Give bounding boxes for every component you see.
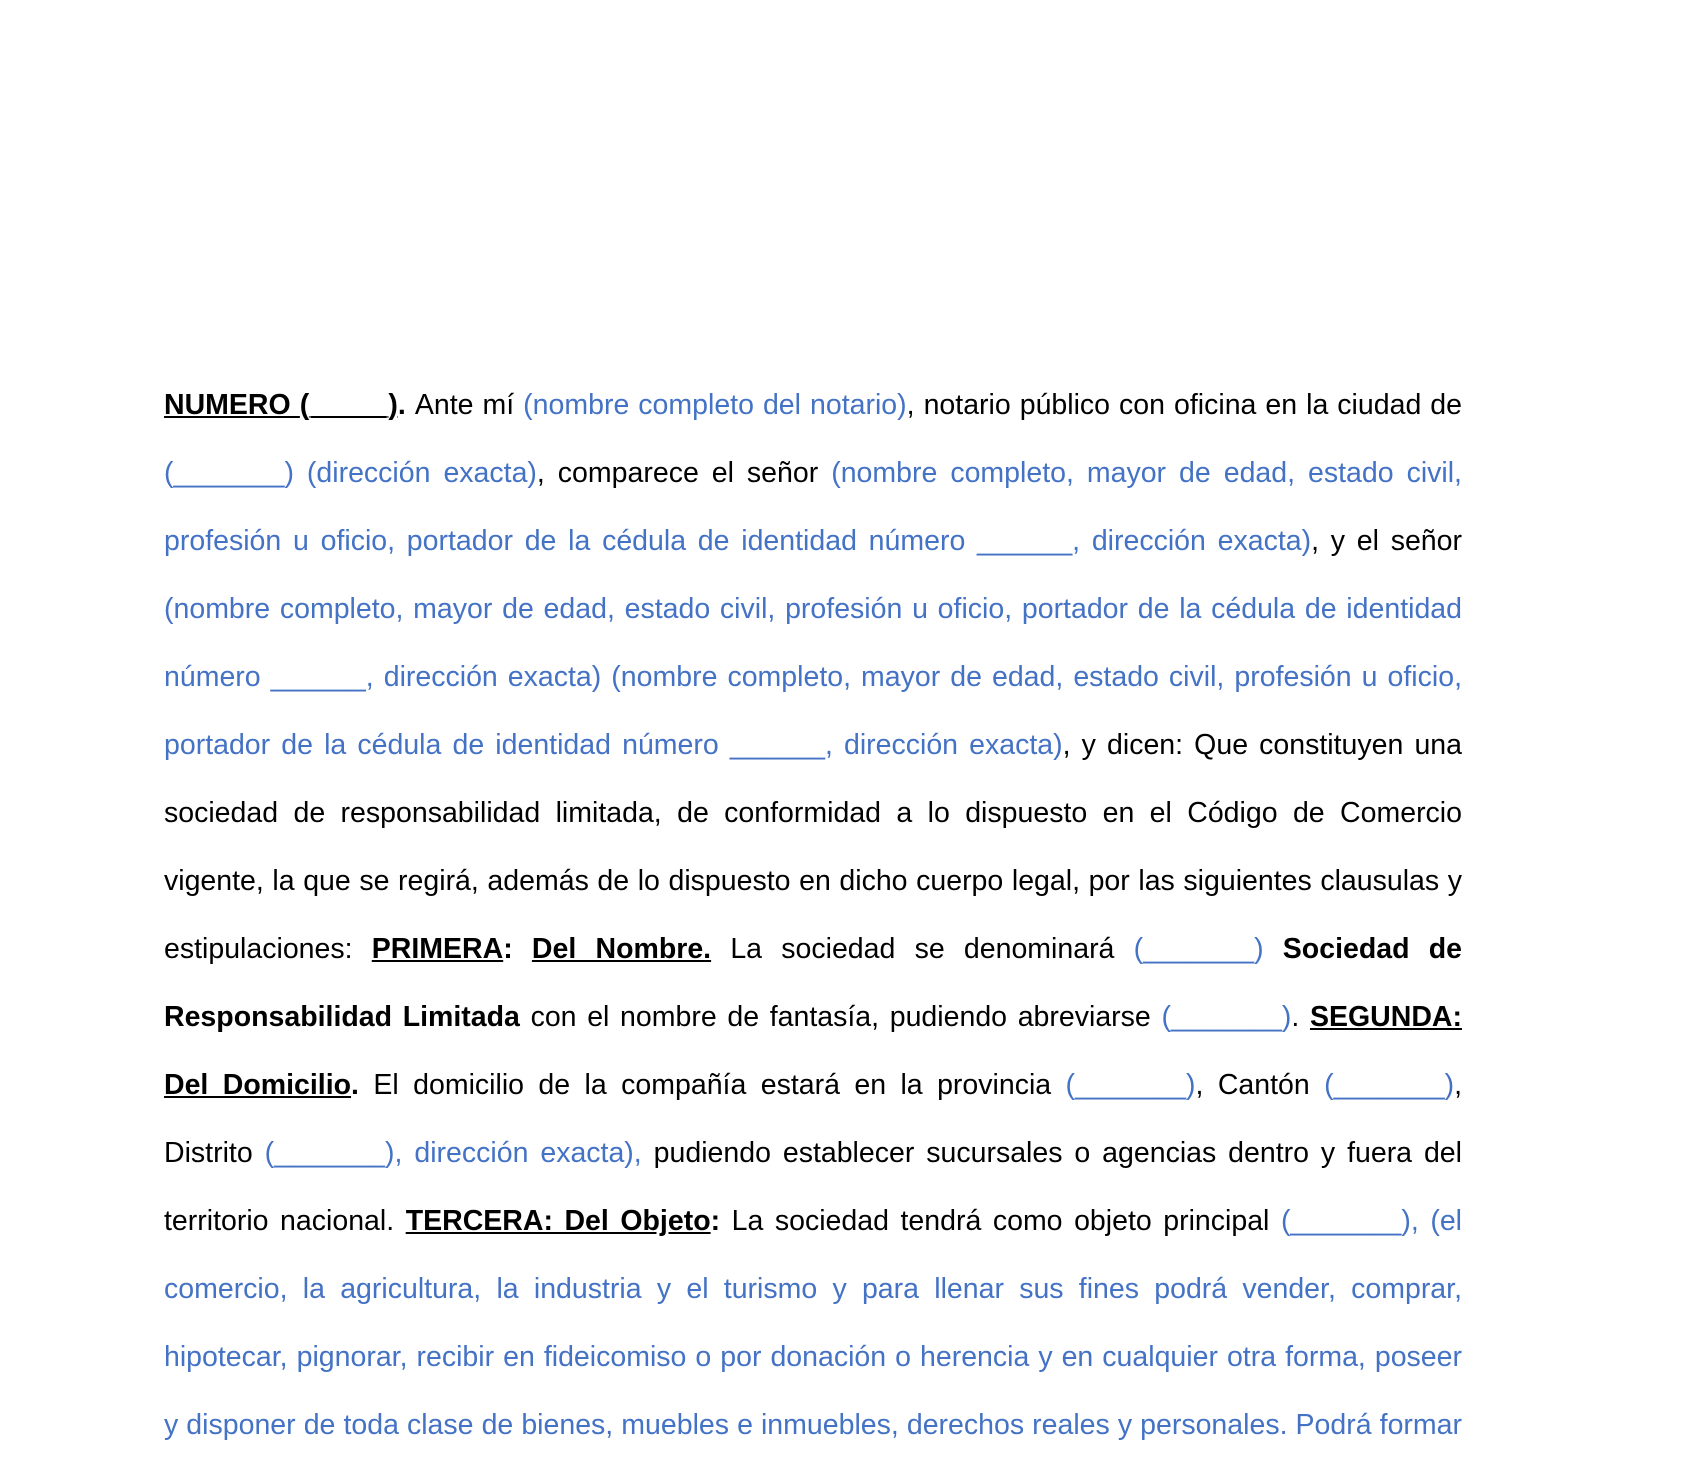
clause-heading: PRIMERA xyxy=(371,933,504,965)
body-text: territorio nacional. xyxy=(164,1205,406,1237)
clause-heading: (_____) xyxy=(299,389,398,421)
document-line xyxy=(164,983,1462,1051)
document-line xyxy=(164,439,1462,507)
body-text: con el nombre de fantasía, pudiendo abreviarse xyxy=(519,1001,1162,1033)
body-text: , notario público con oficina en la ciudad de xyxy=(906,389,1463,421)
placeholder-text: (_______), (el xyxy=(1280,1205,1462,1237)
body-text: estipulaciones: xyxy=(164,933,372,965)
document-line xyxy=(164,1323,1462,1391)
document-line xyxy=(164,915,1462,983)
body-text: La sociedad tendrá como objeto principal xyxy=(720,1205,1281,1237)
body-text: Ante mí xyxy=(414,389,524,421)
placeholder-text: (nombre completo, mayor de edad, estado civil, xyxy=(831,457,1462,489)
placeholder-text: número ______, dirección exacta) (nombre completo, mayor de edad, estado civil, profesión u oficio, xyxy=(164,661,1462,693)
body-text: El domicilio de la compañía estará en la provincia xyxy=(358,1069,1066,1101)
body-text: Responsabilidad Limitada xyxy=(164,1001,520,1033)
document-line xyxy=(164,1119,1462,1187)
placeholder-text: portador de la cédula de identidad número ______, dirección exacta) xyxy=(164,729,1063,761)
body-text: . xyxy=(351,1069,359,1101)
body-text: , y dicen: Que constituyen una xyxy=(1062,729,1462,761)
document-line xyxy=(164,371,1462,439)
clause-heading: Del Nombre. xyxy=(531,933,712,965)
placeholder-text: (_______) xyxy=(1133,933,1264,965)
body-text: . xyxy=(397,389,415,421)
document-line xyxy=(164,1187,1462,1255)
placeholder-text: (_______) (dirección exacta) xyxy=(164,457,537,489)
placeholder-text: (nombre completo, mayor de edad, estado civil, profesión u oficio, portador de la cédula de identidad xyxy=(164,593,1462,625)
clause-heading: TERCERA: Del Objeto xyxy=(405,1205,711,1237)
document-line xyxy=(164,1255,1462,1323)
body-text: , comparece el señor xyxy=(536,457,832,489)
placeholder-text: comercio, la agricultura, la industria y el turismo y para llenar sus fines podrá vender, comprar, xyxy=(164,1273,1462,1305)
body-text: : xyxy=(503,933,532,965)
body-text: , Cantón xyxy=(1195,1069,1325,1101)
placeholder-text: (_______) xyxy=(1324,1069,1455,1101)
body-text: . xyxy=(1291,1001,1310,1033)
document-line xyxy=(164,507,1462,575)
document-line xyxy=(164,847,1462,915)
body-text: pudiendo establecer sucursales o agencias dentro y fuera del xyxy=(641,1137,1462,1169)
placeholder-text: (_______) xyxy=(1161,1001,1292,1033)
body-text: sociedad de responsabilidad limitada, de conformidad a lo dispuesto en el Código de Comercio xyxy=(164,797,1462,829)
document-body xyxy=(164,371,1462,1459)
clause-heading: SEGUNDA: xyxy=(1309,1001,1462,1033)
document-line xyxy=(164,1051,1462,1119)
document-line xyxy=(164,711,1462,779)
placeholder-text: (_______) xyxy=(1065,1069,1196,1101)
body-text: , y el señor xyxy=(1311,525,1462,557)
placeholder-text: (_______), dirección exacta), xyxy=(264,1137,642,1169)
body-text: , xyxy=(1454,1069,1462,1101)
body-text: Distrito xyxy=(164,1137,265,1169)
document-line xyxy=(164,1391,1462,1459)
document-line xyxy=(164,575,1462,643)
placeholder-text: y disponer de toda clase de bienes, muebles e inmuebles, derechos reales y personales. Podrá formar xyxy=(164,1409,1462,1441)
placeholder-text: (nombre completo del notario) xyxy=(523,389,907,421)
document-line xyxy=(164,779,1462,847)
placeholder-text: profesión u oficio, portador de la cédula de identidad número ______, dirección exacta) xyxy=(164,525,1312,557)
placeholder-text: hipotecar, pignorar, recibir en fideicomiso o por donación o herencia y en cualquier otra forma, poseer xyxy=(164,1341,1462,1373)
clause-heading: Del Domicilio xyxy=(164,1069,352,1101)
body-text: vigente, la que se regirá, además de lo dispuesto en dicho cuerpo legal, por las siguientes clausulas y xyxy=(164,865,1462,897)
body-text: La sociedad se denominará xyxy=(711,933,1134,965)
body-text: : xyxy=(710,1205,721,1237)
body-text: Sociedad de xyxy=(1263,933,1462,965)
clause-heading: NUMERO xyxy=(164,389,300,421)
document-line xyxy=(164,643,1462,711)
